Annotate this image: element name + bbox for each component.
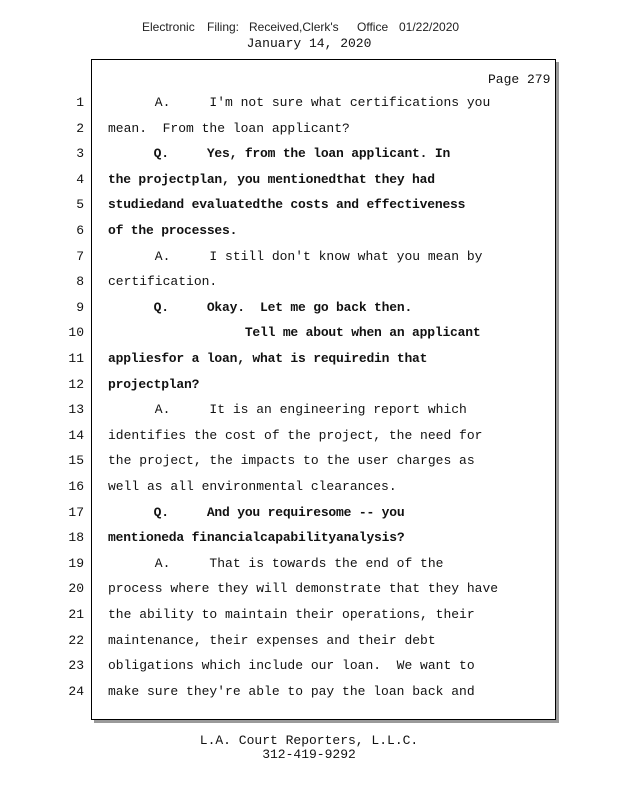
transcript-line <box>0 349 618 369</box>
transcript-line <box>0 656 618 676</box>
line-number: 7 <box>76 248 84 264</box>
line-number: 2 <box>76 120 84 136</box>
line-number: 16 <box>68 479 84 494</box>
line-number: 19 <box>68 555 84 571</box>
line-text: of the processes. <box>108 223 238 238</box>
line-text: mean. From the loan applicant? <box>108 120 350 136</box>
line-text: A. That is towards the end of the <box>108 555 444 571</box>
line-number: 6 <box>76 223 84 238</box>
line-number: 13 <box>68 402 84 418</box>
transcript-line <box>0 144 618 164</box>
page-number: Page 279 <box>488 72 551 87</box>
line-number: 1 <box>76 95 84 110</box>
line-text: maintenance, their expenses and their debt <box>108 632 436 648</box>
filing-stamp <box>0 20 618 36</box>
line-number: 21 <box>68 607 84 622</box>
line-text: Q. Yes, from the loan applicant. In <box>108 146 451 162</box>
transcript-line <box>0 298 618 318</box>
filing-office: Office <box>357 20 389 34</box>
line-number: 4 <box>76 171 84 187</box>
transcript-line <box>0 605 618 625</box>
line-number: 22 <box>68 632 84 648</box>
line-number: 15 <box>68 453 84 469</box>
transcript-line <box>0 400 618 420</box>
line-text: studiedand evaluatedthe costs and effectiveness <box>108 197 466 213</box>
transcript-line <box>0 682 618 702</box>
transcript-line <box>0 528 618 548</box>
line-text: certification. <box>108 274 218 290</box>
line-text: A. I'm not sure what certifications you <box>108 95 491 110</box>
transcript-line <box>0 93 618 113</box>
line-number: 20 <box>68 581 84 597</box>
transcript-line <box>0 272 618 292</box>
transcript-line <box>0 451 618 471</box>
filing-received: Received,Clerk's <box>249 20 339 34</box>
line-text: mentioneda financialcapabilityanalysis? <box>108 530 405 546</box>
line-number: 11 <box>68 351 84 366</box>
line-text: Q. And you requiresome -- you <box>108 504 405 520</box>
line-text: Tell me about when an applicant <box>108 325 481 341</box>
line-text: make sure they're able to pay the loan back and <box>108 683 475 699</box>
line-number: 3 <box>76 146 84 162</box>
line-text: appliesfor a loan, what is requiredin that <box>108 351 428 366</box>
line-number: 24 <box>68 683 84 699</box>
transcript-line <box>0 119 618 139</box>
line-number: 23 <box>68 658 84 674</box>
transcript-line <box>0 375 618 395</box>
line-text: projectplan? <box>108 376 200 392</box>
line-number: 17 <box>68 504 84 520</box>
line-text: identifies the cost of the project, the need for <box>108 427 483 443</box>
filing-electronic: Electronic <box>142 20 195 34</box>
line-number: 9 <box>76 299 84 315</box>
filing-date: 01/22/2020 <box>399 20 460 34</box>
line-text: obligations which include our loan. We want to <box>108 658 475 674</box>
transcript-line <box>0 503 618 523</box>
transcript-line <box>0 579 618 599</box>
line-number: 10 <box>68 325 84 341</box>
line-text: A. I still don't know what you mean by <box>108 248 483 264</box>
transcript-line <box>0 323 618 343</box>
line-text: process where they will demonstrate that they have <box>108 581 499 597</box>
line-text: the projectplan, you mentionedthat they had <box>108 171 435 187</box>
transcript-line <box>0 221 618 241</box>
footer-company: L.A. Court Reporters, L.L.C. <box>199 733 419 748</box>
line-number: 18 <box>68 530 84 546</box>
line-text: the project, the impacts to the user charges as <box>108 453 475 469</box>
line-text: the ability to maintain their operations, their <box>108 607 475 622</box>
transcript-line <box>0 247 618 267</box>
transcript-date: January 14, 2020 <box>246 36 372 51</box>
line-number: 12 <box>68 376 84 392</box>
line-number: 8 <box>76 274 84 290</box>
line-number: 5 <box>76 197 84 213</box>
line-text: A. It is an engineering report which <box>108 402 467 418</box>
line-text: Q. Okay. Let me go back then. <box>108 299 413 315</box>
line-number: 14 <box>68 427 84 443</box>
transcript-line <box>0 554 618 574</box>
filing-label: Filing: <box>207 20 240 34</box>
footer-phone: 312-419-9292 <box>262 747 356 762</box>
line-text: well as all environmental clearances. <box>108 479 397 494</box>
transcript-line <box>0 195 618 215</box>
transcript-line <box>0 477 618 497</box>
transcript-line <box>0 170 618 190</box>
transcript-line <box>0 631 618 651</box>
transcript-line <box>0 426 618 446</box>
